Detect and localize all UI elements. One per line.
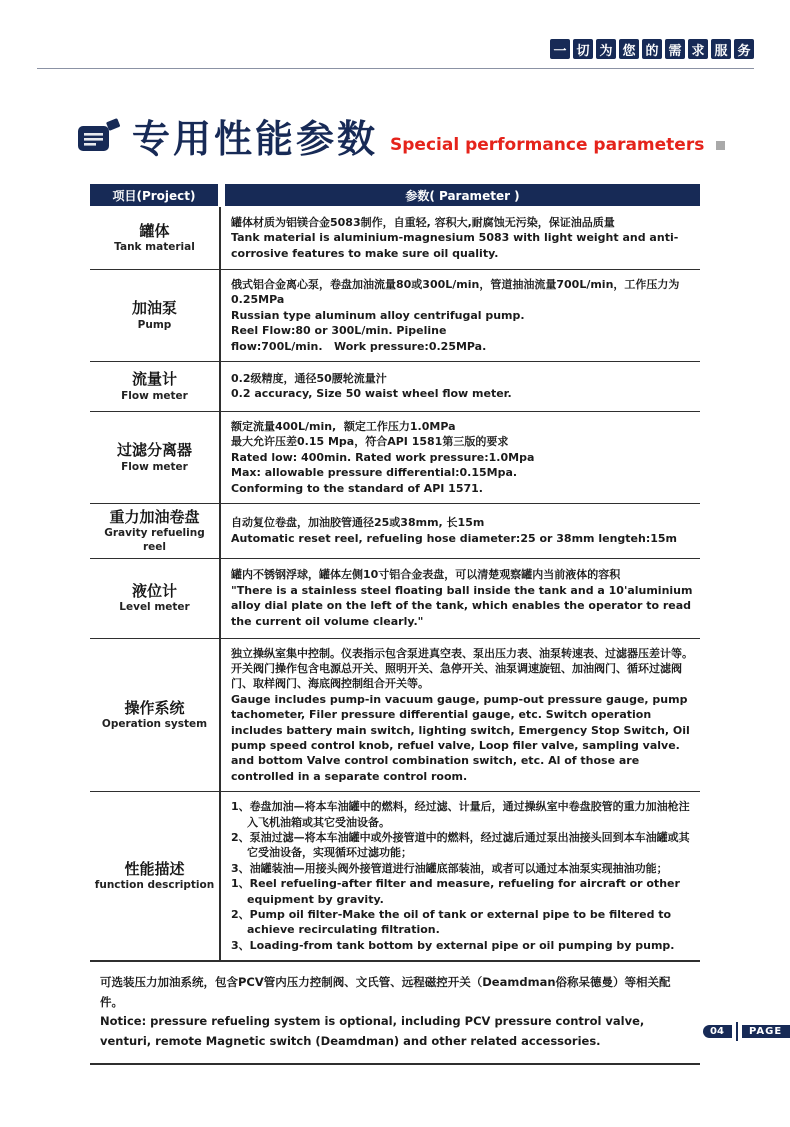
slogan-char: 切	[573, 39, 593, 59]
header-rule	[37, 68, 754, 69]
slogan-char: 一	[550, 39, 570, 59]
row-header-cell	[90, 504, 221, 558]
param-line: 最大允许压差0.15 Mpa，符合API 1581第三版的要求	[231, 435, 509, 449]
table-row	[90, 411, 700, 503]
param-line: 0.2级精度，通径50腰轮流量汁	[231, 372, 387, 386]
table-row	[90, 638, 700, 792]
row-param-cell	[221, 559, 700, 638]
slogan-char: 的	[642, 39, 662, 59]
table-row	[90, 269, 700, 361]
note-line-en: Notice: pressure refueling system is optional, including PCV pressure control valve, venturi, remote Magnetic switch (Deamdman) and other related accessories.	[100, 1014, 645, 1048]
table-row	[90, 503, 700, 558]
page-label-badge: PAGE	[742, 1025, 790, 1038]
row-header-cell	[90, 412, 221, 503]
param-line: flow:700L/min. Work pressure:0.25MPa.	[231, 339, 487, 353]
row-header-cell	[90, 792, 221, 960]
param-line: "There is a stainless steel floating ball inside the tank and a 10'aluminium alloy dial plate on the left of the tank, which enables the operator to read the current oil volume clearly."	[231, 583, 697, 628]
table-row	[90, 207, 700, 269]
spec-table-body	[90, 207, 700, 962]
page-footer	[703, 1021, 790, 1041]
param-line: Automatic reset reel, refueling hose diameter:25 or 38mm lengteh:15m	[231, 531, 677, 545]
row-param-cell	[221, 207, 700, 269]
slogan-char: 需	[665, 39, 685, 59]
row-name-en: function description	[94, 879, 215, 892]
row-name-zh: 过滤分离器	[116, 441, 192, 460]
param-line: Tank material is aluminium-magnesium 5083 with light weight and anti-corrosive features to make sure oil quality.	[231, 231, 679, 260]
table-row	[90, 558, 700, 638]
slogan-char: 您	[619, 39, 639, 59]
row-name-en: Level meter	[119, 601, 190, 614]
title-decor-square	[716, 141, 725, 150]
slogan-char: 务	[734, 39, 754, 59]
param-line: 0.2 accuracy, Size 50 waist wheel flow meter.	[231, 387, 512, 401]
param-line: Reel Flow:80 or 300L/min. Pipeline	[231, 324, 447, 338]
row-header-cell	[90, 639, 221, 792]
slogan-char: 服	[711, 39, 731, 59]
param-line: 俄式铝合金离心泵，卷盘加油流量80或300L/min，管道抽油流量700L/min，工作压力为0.25MPa	[231, 278, 680, 307]
table-row	[90, 361, 700, 411]
row-header-cell	[90, 362, 221, 411]
table-row	[90, 791, 700, 960]
param-line: 2、泵油过滤—将本车油罐中或外接管道中的燃料，经过滤后通过泵出油接头回到本车油罐或其它受油设备，实现循环过滤功能；	[231, 830, 690, 860]
row-header-cell	[90, 270, 221, 361]
param-line: 2、Pump oil filter-Make the oil of tank or external pipe to be filtered to achieve recirculating filtration.	[231, 907, 675, 937]
section-title-row	[78, 117, 725, 161]
row-name-en: Operation system	[101, 718, 208, 731]
param-line: 1、卷盘加油—将本车油罐中的燃料，经过滤、计量后，通过操纵室中卷盘胶管的重力加油枪注入飞机油箱或其它受油设备。	[231, 800, 690, 829]
row-name-zh: 罐体	[139, 221, 170, 240]
row-name-zh: 重力加油卷盘	[109, 507, 200, 526]
row-name-en: Flow meter	[121, 389, 188, 402]
spec-table	[90, 184, 700, 1065]
param-line: 3、Loading-from tank bottom by external pipe or oil pumping by pump.	[231, 938, 675, 952]
slogan	[550, 39, 754, 59]
document-flag-icon	[78, 118, 120, 156]
param-line: Max: allowable pressure differential:0.15Mpa.	[231, 466, 518, 480]
column-header-parameter: 参数( Parameter )	[225, 184, 700, 206]
row-name-zh: 操作系统	[124, 698, 185, 717]
page-title-en: Special performance parameters	[390, 135, 705, 155]
row-name-en: Pump	[137, 318, 172, 331]
table-header	[90, 184, 700, 206]
note-line-zh: 可选装压力加油系统，包含PCV管内压力控制阀、文氏管、远程磁控开关（Deamdman俗称呆德曼）等相关配件。	[100, 975, 671, 1009]
page-number-badge: 04	[703, 1025, 732, 1038]
param-line: 罐体材质为铝镁合金5083制作，自重轻, 容积大,耐腐蚀无污染，保证油品质量	[231, 215, 615, 229]
param-line: 独立操纵室集中控制。仪表指示包含泵进真空表、泵出压力表、油泵转速表、过滤器压差计等。开关阀门操作包含电源总开关、照明开关、急停开关、油泵调速旋钮、加油阀门、循环过滤阀门、取样阀门、海底阀控制组合开关等。	[231, 646, 693, 691]
row-name-zh: 液位计	[131, 581, 177, 600]
row-header-cell	[90, 207, 221, 269]
row-param-cell	[221, 639, 700, 792]
row-name-en: Gravity refueling reel	[104, 527, 205, 553]
param-line: 1、Reel refueling-after filter and measure, refueling for aircraft or other equipment by gravity.	[231, 877, 684, 906]
page-title-zh: 专用性能参数	[132, 117, 379, 161]
row-name-zh: 加油泵	[131, 299, 177, 318]
row-param-cell	[221, 504, 700, 558]
row-name-zh: 性能描述	[124, 859, 185, 878]
param-line: 额定流量400L/min, 额定工作压力1.0MPa	[231, 419, 456, 433]
option-note	[90, 962, 700, 1065]
row-header-cell	[90, 559, 221, 638]
slogan-char: 求	[688, 39, 708, 59]
row-name-en: Flow meter	[121, 460, 188, 473]
row-name-zh: 流量计	[131, 370, 177, 389]
param-line: Conforming to the standard of API 1571.	[231, 481, 483, 495]
param-line: 3、油罐装油—用接头阀外接管道进行油罐底部装油，或者可以通过本油泵实现抽油功能；	[231, 861, 668, 875]
param-line: Gauge includes pump-in vacuum gauge, pump-out pressure gauge, pump tachometer, Filer pressure differential gauge, etc. Switch operation includes battery main switch, lighting switch, Emergency Stop Switch, Oil pump speed control knob, refuel valve, Loop filer valve, sampling valve. and bottom Valve control combination switch, etc. Al of those are controlled in a separate control room.	[231, 692, 694, 783]
param-line: 罐内不锈钢浮球，罐体左侧10寸铝合金表盘，可以清楚观察罐内当前液体的容积	[231, 568, 621, 582]
slogan-char: 为	[596, 39, 616, 59]
param-line: 自动复位卷盘，加油胶管通径25或38mm, 长15m	[231, 516, 485, 530]
column-header-project: 项目(Project)	[90, 184, 218, 206]
row-param-cell	[221, 792, 700, 960]
row-param-cell	[221, 362, 700, 411]
row-name-en: Tank material	[114, 241, 195, 254]
row-param-cell	[221, 270, 700, 361]
row-param-cell	[221, 412, 700, 503]
param-line: Rated low: 400min. Rated work pressure:1.0Mpa	[231, 450, 535, 464]
param-line: Russian type aluminum alloy centrifugal pump.	[231, 308, 525, 322]
